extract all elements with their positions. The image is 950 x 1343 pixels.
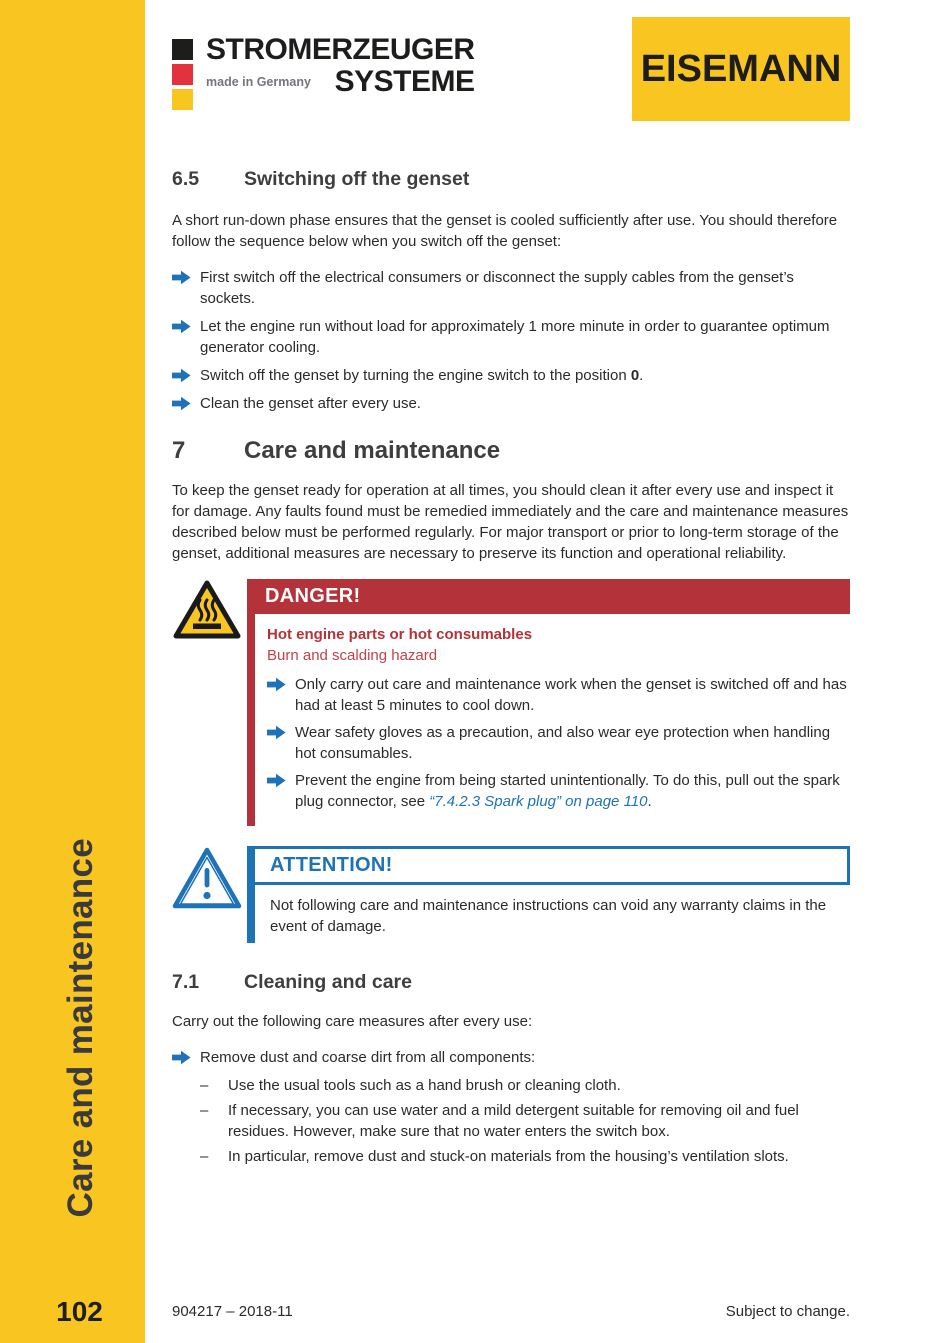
cleaning-sub-steps-list: [200, 1075, 850, 1167]
document-reference: 904217 – 2018-11: [172, 1303, 293, 1320]
arrow-bullet-icon: [267, 770, 295, 788]
arrow-bullet-icon: [172, 1047, 200, 1065]
sub-list-item-text: Use the usual tools such as a hand brush or cleaning cloth.: [228, 1077, 621, 1094]
section-number: 7.1: [172, 971, 200, 993]
section-7-heading: [172, 436, 850, 466]
exclamation-warning-icon: [172, 846, 247, 943]
list-item: [172, 316, 850, 358]
logo-line2: SYSTEME: [334, 65, 475, 98]
arrow-bullet-icon: [172, 267, 200, 285]
section-7-intro: To keep the genset ready for operation at all times, you should clean it after every use and inspect it for damage. Any faults found must be remedied immediately and the care and maintenance measures described below must be performed regularly. For major transport or prior to long-term storage of the genset, additional measures are necessary to preserve its function and operational reliability.: [172, 482, 849, 562]
brand-name: EISEMANN: [640, 47, 842, 90]
hot-surface-warning-icon: [172, 579, 247, 826]
subject-to-change-note: Subject to change.: [725, 1303, 850, 1320]
cross-reference-link[interactable]: “7.4.2.3 Spark plug” on page 110: [429, 793, 648, 810]
logo-made-in-germany: made in Germany: [206, 75, 311, 89]
list-item: [267, 770, 850, 812]
list-item-text: Wear safety gloves as a precaution, and also wear eye protection when handling hot consumables.: [295, 724, 831, 762]
cleaning-step: [172, 1047, 850, 1068]
arrow-bullet-icon: [172, 365, 200, 383]
attention-banner: ATTENTION!: [255, 846, 850, 885]
section-6-5-intro: A short run-down phase ensures that the genset is cooled sufficiently after use. You should therefore follow the sequence below when you switch off the genset:: [172, 212, 838, 250]
danger-box-body: [247, 579, 850, 826]
attention-box-body: [247, 846, 850, 943]
section-title: Switching off the genset: [244, 168, 470, 190]
dash-bullet: –: [200, 1148, 209, 1165]
section-number: 7: [172, 437, 186, 464]
dash-bullet: –: [200, 1102, 209, 1119]
sub-list-item-text: In particular, remove dust and stuck-on materials from the housing’s ventilation slots.: [228, 1148, 789, 1165]
section-7-1-heading: [172, 969, 850, 995]
section-number: 6.5: [172, 168, 200, 190]
hazard-subtitle: Burn and scalding hazard: [267, 647, 438, 664]
danger-steps-list: [267, 674, 850, 812]
list-item-text: Let the engine run without load for approximately 1 more minute in order to guarantee optimum generator cooling.: [200, 318, 830, 356]
sub-list-item: [200, 1100, 850, 1142]
logo-line1: STROMERZEUGER: [206, 33, 475, 66]
list-item: [172, 267, 850, 309]
list-item-text: Switch off the genset by turning the engine switch to the position 0.: [200, 367, 644, 384]
arrow-bullet-icon: [172, 316, 200, 334]
page-footer: [172, 1303, 850, 1320]
page-number: 102: [56, 1296, 103, 1327]
arrow-bullet-icon: [267, 722, 295, 740]
sub-list-item: [200, 1075, 850, 1096]
dash-bullet: –: [200, 1077, 209, 1094]
list-item-text: Clean the genset after every use.: [200, 395, 421, 412]
chapter-label-vertical: Care and maintenance: [61, 837, 100, 1217]
list-item-text: Remove dust and coarse dirt from all components:: [200, 1049, 536, 1066]
attention-text: Not following care and maintenance instructions can void any warranty claims in the event of damage.: [270, 897, 827, 935]
danger-warning-box: [172, 579, 850, 826]
list-item-text: Prevent the engine from being started unintentionally. To do this, pull out the spark plug connector, see “7.4.2.3 Spark plug” on page 110.: [295, 772, 840, 810]
page-content: [172, 0, 850, 1171]
list-item: [172, 393, 850, 414]
section-7-1-intro: Carry out the following care measures after every use:: [172, 1013, 533, 1030]
list-item: [172, 365, 850, 386]
list-item: [267, 674, 850, 716]
chapter-sidebar: [0, 0, 145, 1343]
section-6-5-heading: [172, 166, 850, 192]
switch-off-steps-list: [172, 267, 850, 414]
section-title: Cleaning and care: [244, 971, 412, 993]
attention-warning-box: [172, 846, 850, 943]
danger-banner: DANGER!: [247, 579, 850, 614]
sub-list-item-text: If necessary, you can use water and a mild detergent suitable for removing oil and fuel residues. However, make sure that no water enters the switch box.: [228, 1102, 799, 1140]
list-item: [267, 722, 850, 764]
arrow-bullet-icon: [267, 674, 295, 692]
arrow-bullet-icon: [172, 393, 200, 411]
sub-list-item: [200, 1146, 850, 1167]
section-title: Care and maintenance: [244, 437, 501, 464]
list-item-text: Only carry out care and maintenance work when the genset is switched off and has had at least 5 minutes to cool down.: [295, 676, 847, 714]
list-item-text: First switch off the electrical consumers or disconnect the supply cables from the genset’s sockets.: [200, 269, 794, 307]
hazard-title: Hot engine parts or hot consumables: [267, 626, 533, 643]
